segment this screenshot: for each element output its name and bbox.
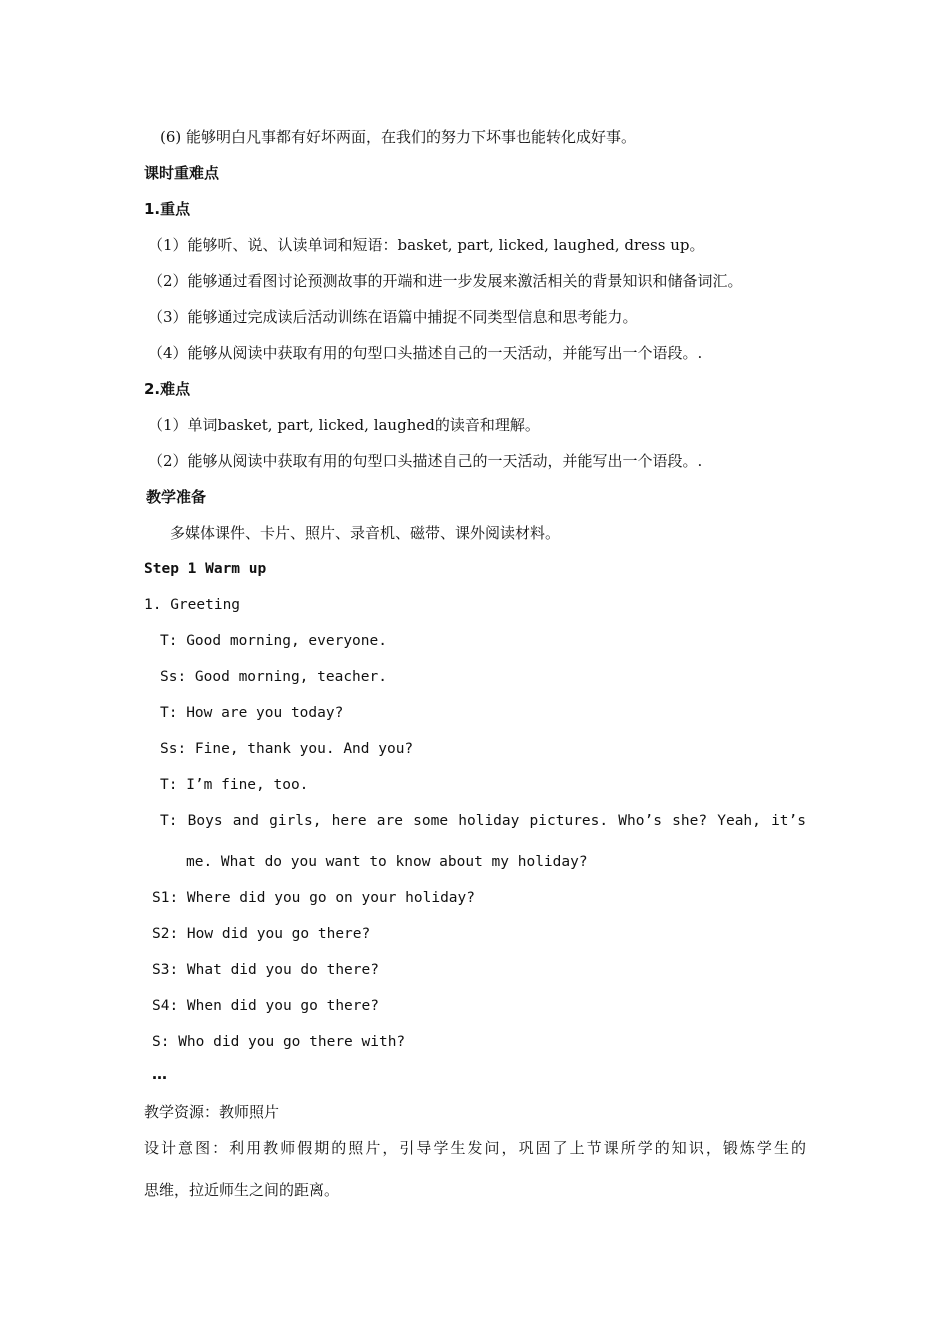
- section-heading-preparation: 教学准备: [146, 488, 207, 506]
- dialogue-long-line: T: Boys and girls, here are some holiday pictures. Who’s she? Yeah, it’s: [160, 813, 806, 829]
- design-intent-continued: 思维，拉近师生之间的距离。: [144, 1181, 340, 1199]
- student-question: S4: When did you go there?: [152, 998, 379, 1014]
- difficult-point-item: （2）能够从阅读中获取有用的句型口头描述自己的一天活动，并能写出一个语段。.: [148, 452, 703, 470]
- key-point-item: （1）能够听、说、认读单词和短语：basket, part, licked, laughed, dress up。: [148, 236, 705, 254]
- dialogue-line: Ss: Good morning, teacher.: [160, 669, 387, 685]
- dialogue-line: T: How are you today?: [160, 705, 344, 721]
- subheading-key-points: 1.重点: [144, 200, 191, 218]
- objective-item-6: (6) 能够明白凡事都有好坏两面，在我们的努力下坏事也能转化成好事。: [160, 128, 637, 146]
- dialogue-line: T: Good morning, everyone.: [160, 633, 387, 649]
- teaching-resource: 教学资源：教师照片: [144, 1103, 280, 1121]
- design-intent: 设计意图：利用教师假期的照片，引导学生发问，巩固了上节课所学的知识，锻炼学生的: [144, 1139, 806, 1157]
- key-point-item: （2）能够通过看图讨论预测故事的开端和进一步发展来激活相关的背景知识和储备词汇。: [148, 272, 743, 290]
- preparation-text: 多媒体课件、卡片、照片、录音机、磁带、课外阅读材料。: [170, 524, 561, 542]
- dialogue-long-line-continued: me. What do you want to know about my holiday?: [186, 854, 588, 870]
- subheading-difficult-points: 2.难点: [144, 380, 191, 398]
- student-question: S: Who did you go there with?: [152, 1034, 406, 1050]
- difficult-point-item: （1）单词basket, part, licked, laughed的读音和理解。: [148, 416, 540, 434]
- ellipsis: …: [152, 1065, 167, 1083]
- dialogue-line: Ss: Fine, thank you. And you?: [160, 741, 414, 757]
- student-question: S2: How did you go there?: [152, 926, 371, 942]
- section-heading-key-difficult: 课时重难点: [144, 164, 220, 182]
- dialogue-line: T: I’m fine, too.: [160, 777, 309, 793]
- key-point-item: （3）能够通过完成读后活动训练在语篇中捕捉不同类型信息和思考能力。: [148, 308, 638, 326]
- greeting-subheading: 1. Greeting: [144, 597, 241, 613]
- student-question: S3: What did you do there?: [152, 962, 379, 978]
- student-question: S1: Where did you go on your holiday?: [152, 890, 476, 906]
- key-point-item: （4）能够从阅读中获取有用的句型口头描述自己的一天活动，并能写出一个语段。.: [148, 344, 703, 362]
- step-heading: Step 1 Warm up: [144, 561, 267, 577]
